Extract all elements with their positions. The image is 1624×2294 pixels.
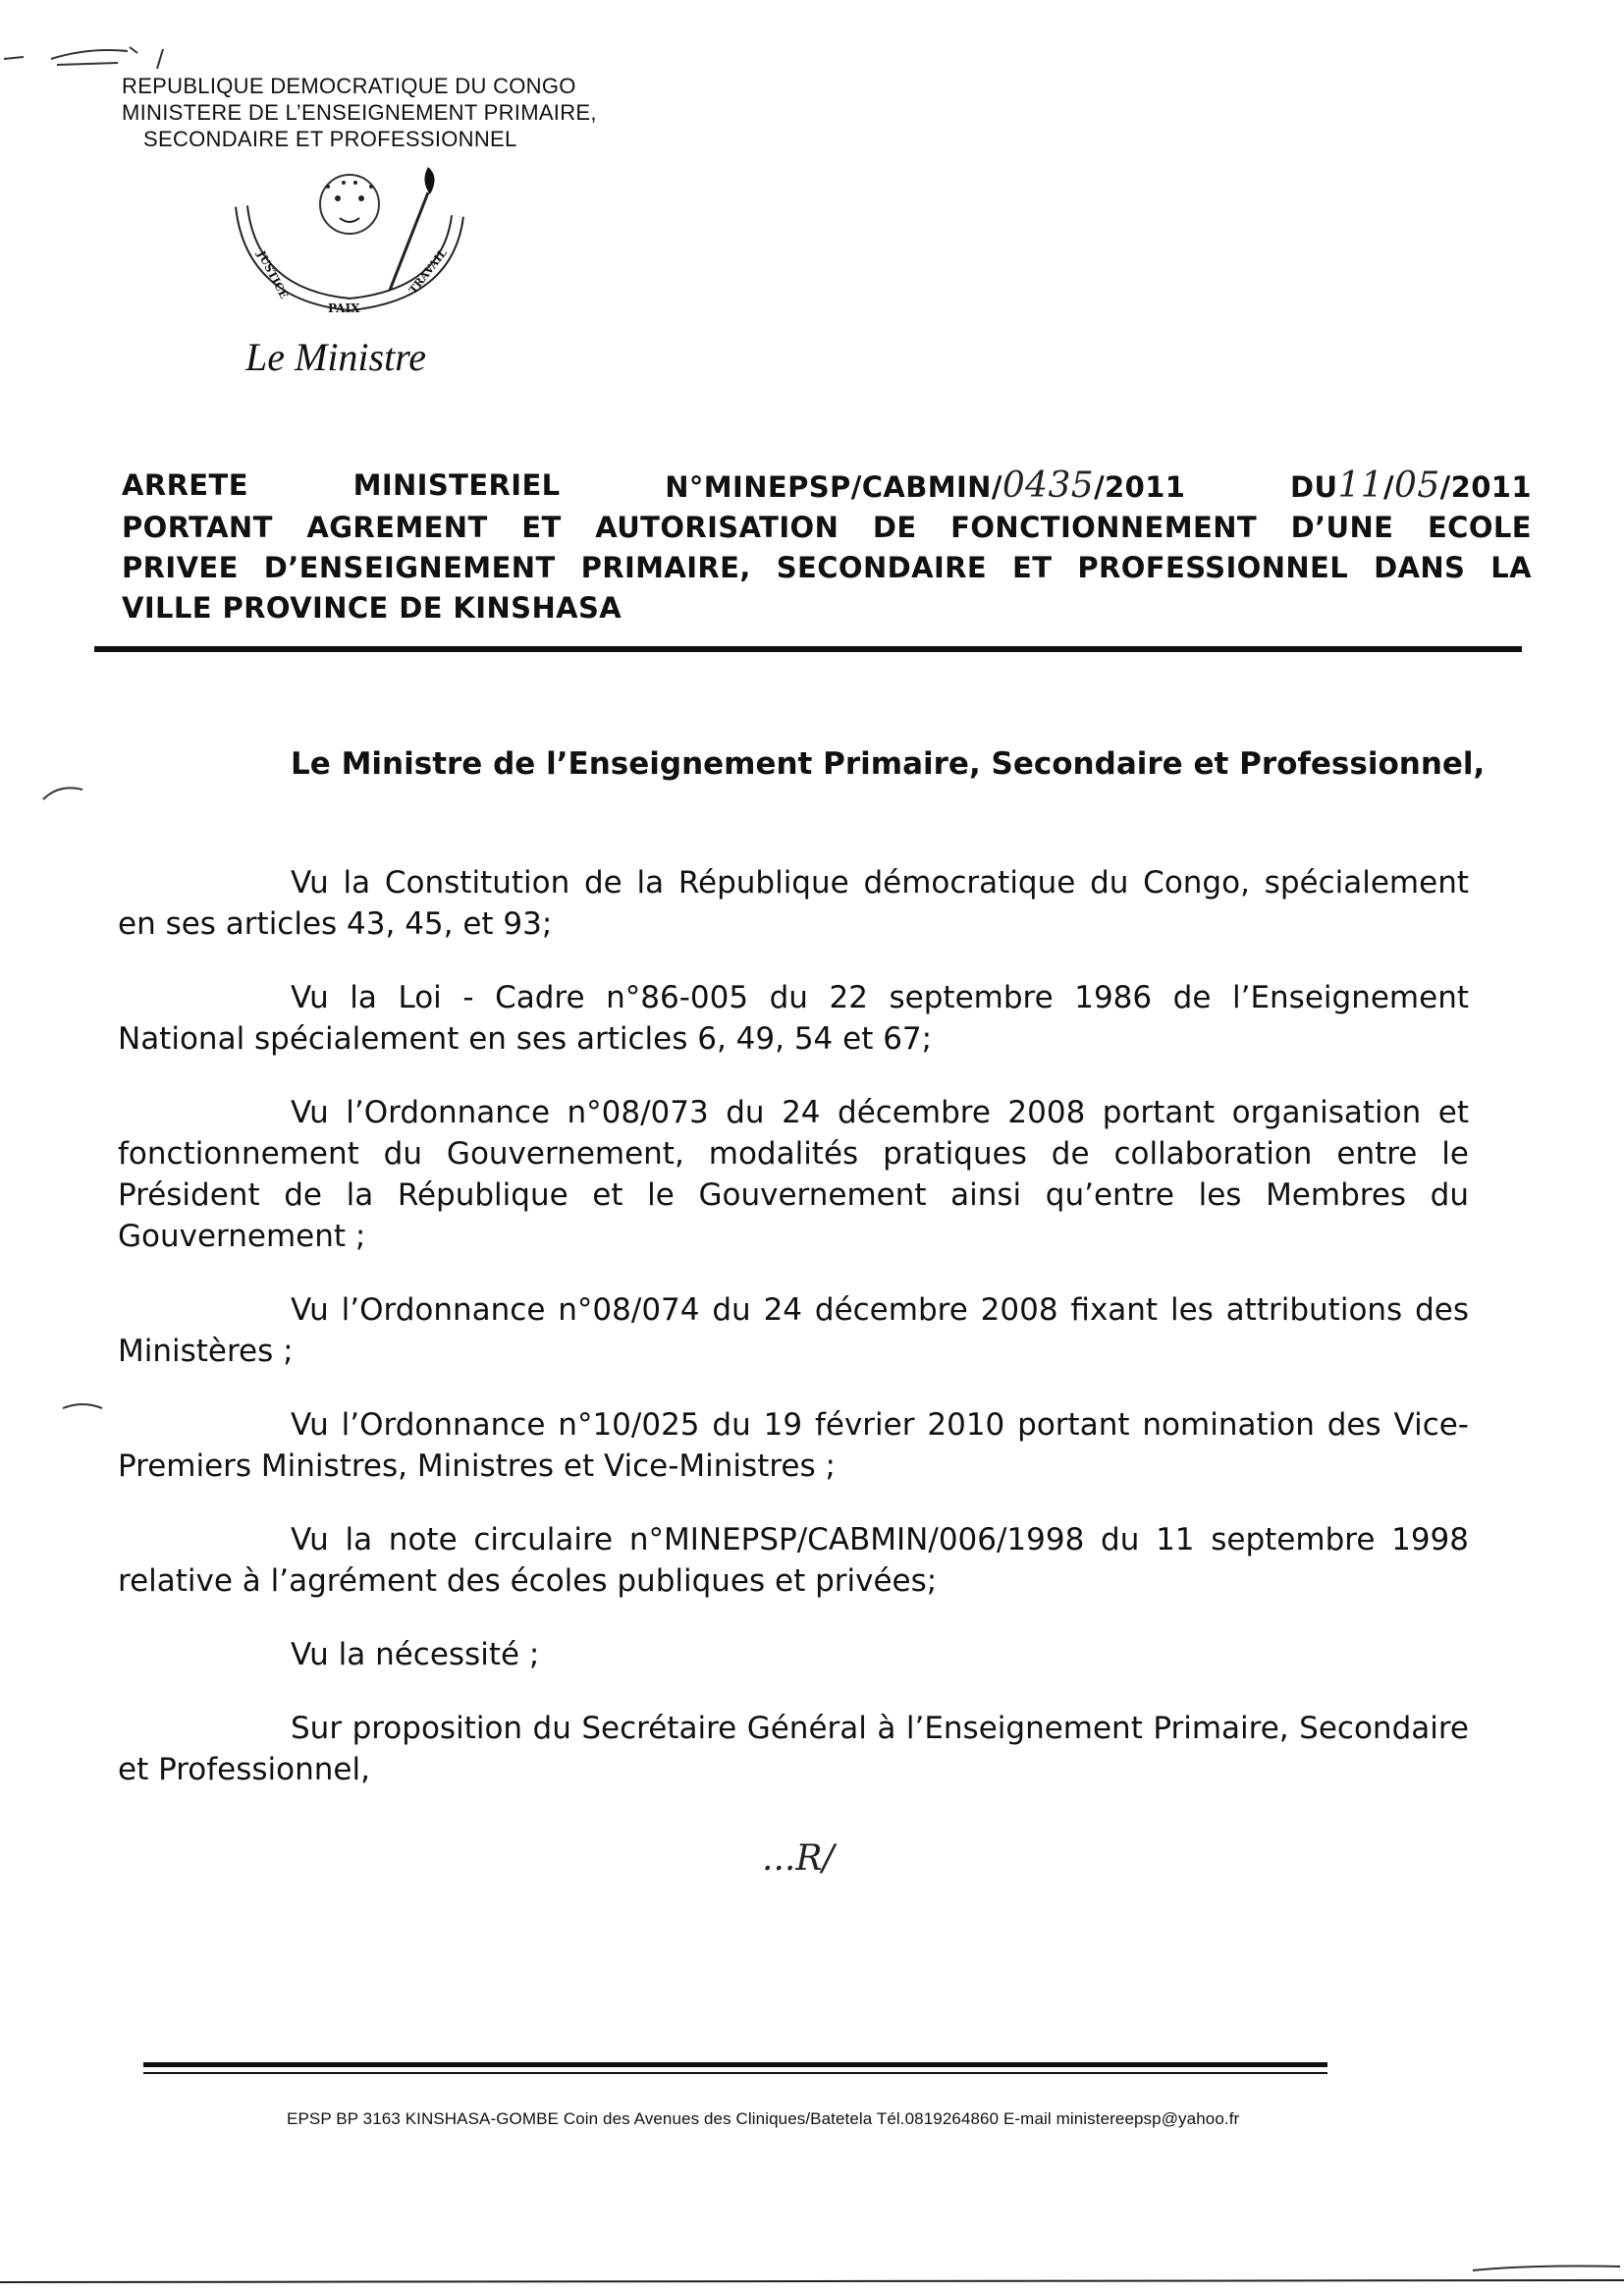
decree-word-arrete: ARRETE xyxy=(122,468,248,502)
decree-title xyxy=(122,465,1532,628)
footer-rule-thick xyxy=(143,2062,1327,2067)
scan-edge-bottom xyxy=(0,2259,1624,2294)
footer-rule-thin xyxy=(143,2072,1327,2074)
preamble-paragraph: Vu l’Ordonnance n°10/025 du 19 février 2010 portant nomination des Vice-Premiers Ministres, Ministres et Vice-Ministres ; xyxy=(118,1407,1469,1484)
title-divider xyxy=(94,646,1522,652)
preamble-paragraph: Vu l’Ordonnance n°08/074 du 24 décembre 2008 fixant les attributions des Ministères ; xyxy=(118,1292,1469,1369)
scan-mark-top-left xyxy=(0,20,187,69)
letterhead-ministry-cont: SECONDAIRE ET PROFESSIONNEL xyxy=(143,127,517,151)
decree-date: DU11/05/2011 xyxy=(1290,465,1532,506)
letterhead xyxy=(122,73,597,152)
decree-reference: N°MINEPSP/CABMIN/0435/2011 xyxy=(665,465,1186,506)
emblem-motto-right: TRAVAIL xyxy=(406,246,450,297)
decree-title-row4: VILLE PROVINCE DE KINSHASA xyxy=(122,591,623,625)
preamble-paragraph: Sur proposition du Secrétaire Général à l’Enseignement Primaire, Secondaire et Professionnel, xyxy=(118,1711,1469,1787)
coat-of-arms-emblem xyxy=(222,147,487,324)
leopard-head-icon xyxy=(320,175,379,234)
preamble-paragraph: Vu la Constitution de la République démocratique du Congo, spécialement en ses articles 43, 45, et 93; xyxy=(118,865,1469,942)
footer-address: EPSP BP 3163 KINSHASA-GOMBE Coin des Avenues des Cliniques/Batetela Tél.0819264860 E-mail ministereepsp@yahoo.fr xyxy=(287,2109,1240,2128)
preamble xyxy=(118,862,1469,1823)
emblem-motto-left: JUSTICE xyxy=(254,248,291,301)
preamble-paragraph: Vu l’Ordonnance n°08/073 du 24 décembre 2008 portant organisation et fonctionnement du Gouvernement, modalités pratiques de collaboration entre le Président de la République et le Gouvernement ainsi qu’entre les Membres du Gouvernement ; xyxy=(118,1095,1469,1254)
handwritten-date-month: 05 xyxy=(1394,465,1440,506)
preamble-paragraph: Vu la Loi - Cadre n°86-005 du 22 septembre 1986 de l’Enseignement National spécialement en ses articles 6, 49, 54 et 67; xyxy=(118,980,1469,1057)
preamble-paragraph: Vu la note circulaire n°MINEPSP/CABMIN/006/1998 du 11 septembre 1998 relative à l’agrément des écoles publiques et privées; xyxy=(118,1522,1469,1599)
decree-title-row3: PRIVEE D’ENSEIGNEMENT PRIMAIRE, SECONDAIRE ET PROFESSIONNEL DANS LA xyxy=(122,551,1532,584)
minister-heading: Le Ministre de l’Enseignement Primaire, Secondaire et Professionnel, xyxy=(291,746,1486,782)
continuation-mark: ...R/ xyxy=(762,1838,835,1879)
handwritten-date-day: 11 xyxy=(1337,465,1384,506)
decree-title-row2: PORTANT AGREMENT ET AUTORISATION DE FONCTIONNEMENT D’UNE ECOLE xyxy=(122,511,1532,544)
margin-mark-2 xyxy=(59,1394,108,1414)
emblem-motto-bottom: PAIX xyxy=(328,301,360,315)
signature-block-title: Le Ministre xyxy=(245,335,427,379)
letterhead-ministry: MINISTERE DE L’ENSEIGNEMENT PRIMAIRE, xyxy=(122,100,597,125)
preamble-paragraph: Vu la nécessité ; xyxy=(291,1637,540,1672)
handwritten-decree-number: 0435 xyxy=(1001,465,1095,506)
decree-title-row1 xyxy=(122,465,1532,508)
margin-mark-1 xyxy=(39,776,88,805)
letterhead-country: REPUBLIQUE DEMOCRATIQUE DU CONGO xyxy=(122,74,576,98)
decree-word-ministeriel: MINISTERIEL xyxy=(352,468,561,502)
